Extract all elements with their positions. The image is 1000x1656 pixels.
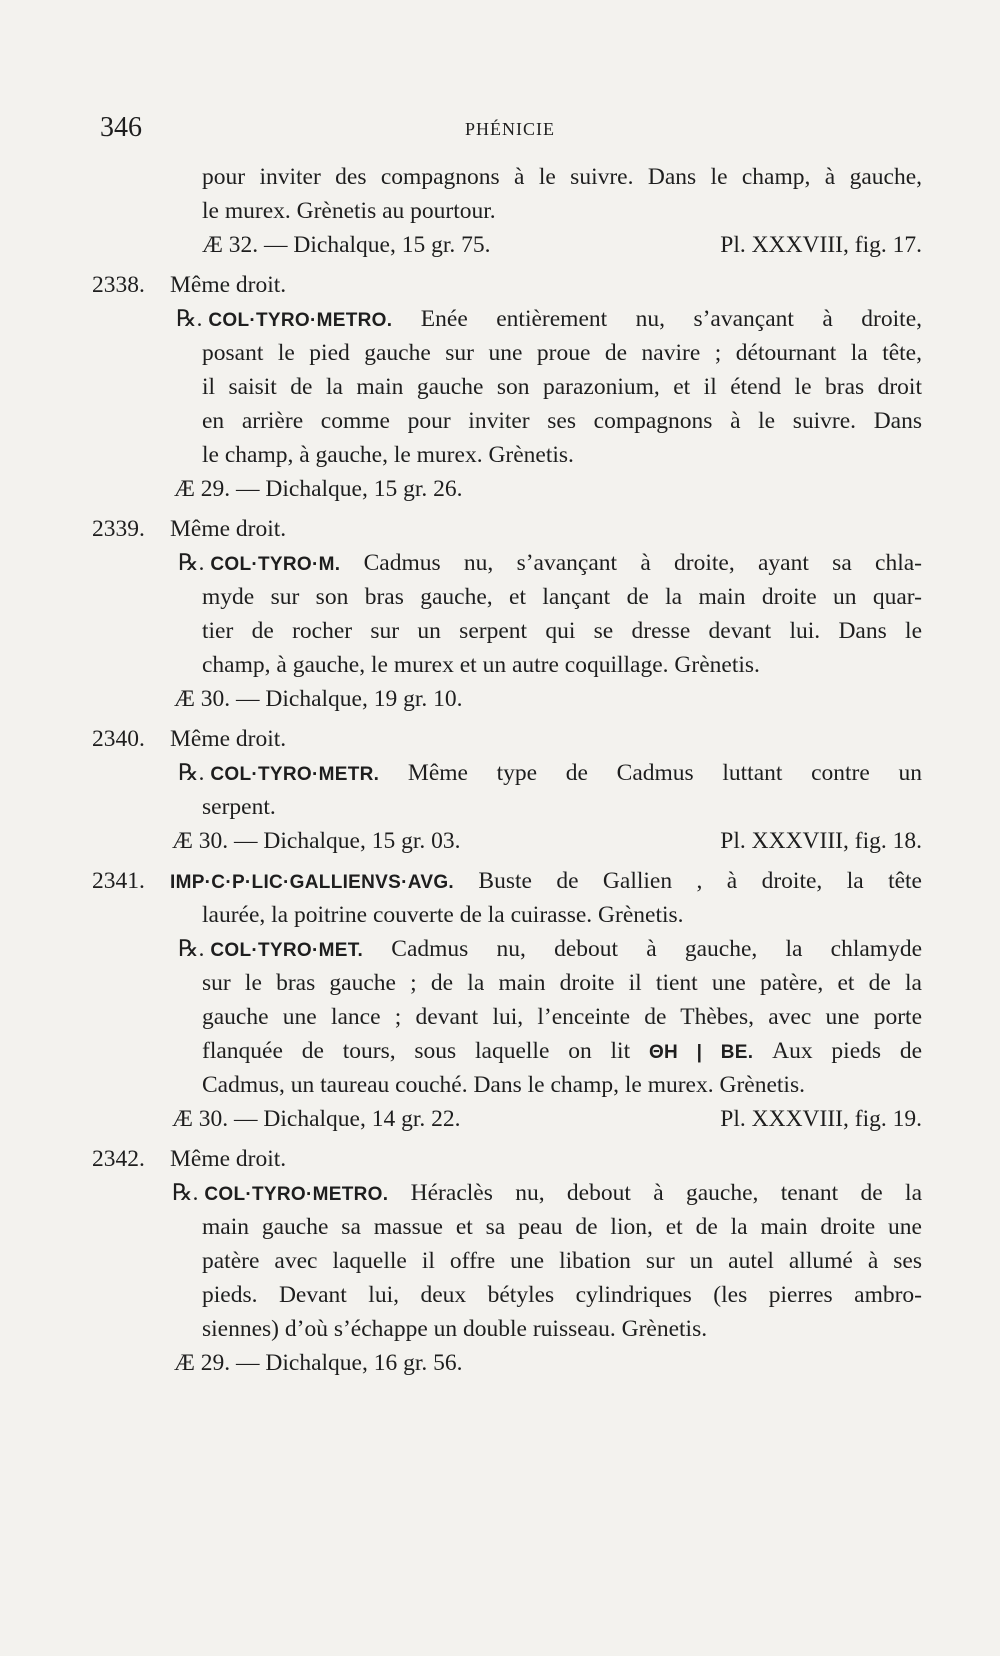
- text-line: posant le pied gauche sur une proue de navire ; détournant la tête,: [202, 340, 922, 366]
- metal-weight: Æ 30. — Dichalque, 14 gr. 22.: [172, 1106, 461, 1132]
- coin-legend: COL·TYRO·METRO.: [208, 310, 393, 331]
- reverse-symbol: ℞.: [178, 936, 205, 961]
- reverse-text: Même type de Cadmus luttant contre un: [407, 760, 922, 786]
- entry-number: 2341.: [92, 868, 145, 894]
- plate-reference: Pl. XXXVIII, fig. 17.: [720, 232, 922, 258]
- text-line: champ, à gauche, le murex et un autre coquillage. Grènetis.: [202, 652, 760, 678]
- text-line: myde sur son bras gauche, et lançant de la main droite un quar-: [202, 584, 922, 610]
- page-number: 346: [100, 112, 142, 143]
- running-header: [100, 112, 920, 152]
- metal-weight: Æ 32. — Dichalque, 15 gr. 75.: [202, 232, 491, 258]
- coin-legend: COL·TYRO·MET.: [210, 940, 364, 961]
- text-segment: flanquée de tours, sous laquelle on lit: [202, 1038, 631, 1064]
- obverse-text: Même droit.: [170, 516, 287, 542]
- reverse-text: Enée entièrement nu, s’avançant à droite,: [420, 306, 922, 332]
- text-line: serpent.: [202, 794, 276, 820]
- reverse-symbol: ℞.: [178, 760, 205, 785]
- metal-line: [92, 228, 922, 262]
- coin-legend: COL·TYRO·METR.: [210, 764, 380, 785]
- entry-continuation: [92, 160, 922, 262]
- entry-number: 2340.: [92, 726, 145, 752]
- running-title: PHÉNICIE: [465, 119, 555, 139]
- entry-number: 2342.: [92, 1146, 145, 1172]
- reverse-symbol: ℞.: [178, 550, 205, 575]
- reverse-text: Cadmus nu, debout à gauche, la chlamyde: [391, 936, 922, 962]
- reverse-text: Héraclès nu, debout à gauche, tenant de la: [410, 1180, 922, 1206]
- catalogue-entry: [92, 864, 922, 1136]
- text-line: tier de rocher sur un serpent qui se dresse devant lui. Dans le: [202, 618, 922, 644]
- obverse-text: Buste de Gallien , à droite, la tête: [478, 868, 922, 894]
- coin-legend: IMP·C·P·LIC·GALLIENVS·AVG.: [170, 872, 454, 893]
- entry-number: 2339.: [92, 516, 145, 542]
- reverse-symbol: ℞.: [172, 1180, 199, 1205]
- metal-line: [92, 1102, 922, 1136]
- text-line: patère avec laquelle il offre une libation sur un autel allumé à ses: [202, 1248, 922, 1274]
- text-line: gauche une lance ; devant lui, l’enceinte de Thèbes, avec une porte: [202, 1004, 922, 1030]
- coin-legend: COL·TYRO·M.: [210, 554, 341, 575]
- metal-line: [92, 824, 922, 858]
- text-line: le murex. Grènetis au pourtour.: [202, 198, 496, 224]
- metal-weight: Æ 30. — Dichalque, 19 gr. 10.: [174, 686, 463, 712]
- catalogue-body: [92, 160, 922, 1380]
- reverse-text: Cadmus nu, s’avançant à droite, ayant sa chla-: [363, 550, 922, 576]
- text-line: le champ, à gauche, le murex. Grènetis.: [202, 442, 574, 468]
- plate-reference: Pl. XXXVIII, fig. 18.: [720, 828, 922, 854]
- text-line: en arrière comme pour inviter ses compagnons à le suivre. Dans: [202, 408, 922, 434]
- catalogue-entry: [92, 512, 922, 716]
- catalogue-entry: [92, 1142, 922, 1380]
- metal-weight: Æ 30. — Dichalque, 15 gr. 03.: [172, 828, 461, 854]
- obverse-text: Même droit.: [170, 272, 287, 298]
- text-line: main gauche sa massue et sa peau de lion, et de la main droite une: [202, 1214, 922, 1240]
- gate-legend: ΘΗ | ΒΕ.: [648, 1042, 754, 1063]
- plate-reference: Pl. XXXVIII, fig. 19.: [720, 1106, 922, 1132]
- text-line: siennes) d’où s’échappe un double ruisseau. Grènetis.: [202, 1316, 708, 1342]
- coin-legend: COL·TYRO·METRO.: [204, 1184, 389, 1205]
- text-line: pour inviter des compagnons à le suivre. Dans le champ, à gauche,: [202, 164, 922, 190]
- text-line: Cadmus, un taureau couché. Dans le champ, le murex. Grènetis.: [202, 1072, 805, 1098]
- text-line: sur le bras gauche ; de la main droite il tient une patère, et de la: [202, 970, 922, 996]
- metal-weight: Æ 29. — Dichalque, 15 gr. 26.: [174, 476, 463, 502]
- text-line: pieds. Devant lui, deux bétyles cylindriques (les pierres ambro-: [202, 1282, 922, 1308]
- obverse-text: Même droit.: [170, 1146, 287, 1172]
- metal-weight: Æ 29. — Dichalque, 16 gr. 56.: [174, 1350, 463, 1376]
- reverse-symbol: ℞.: [176, 306, 203, 331]
- obverse-text: Même droit.: [170, 726, 287, 752]
- catalogue-entry: [92, 268, 922, 506]
- entry-number: 2338.: [92, 272, 145, 298]
- text-line: laurée, la poitrine couverte de la cuirasse. Grènetis.: [202, 902, 684, 928]
- text-line: il saisit de la main gauche son parazonium, et il étend le bras droit: [202, 374, 922, 400]
- text-segment: Aux pieds de: [772, 1038, 923, 1064]
- catalogue-entry: [92, 722, 922, 858]
